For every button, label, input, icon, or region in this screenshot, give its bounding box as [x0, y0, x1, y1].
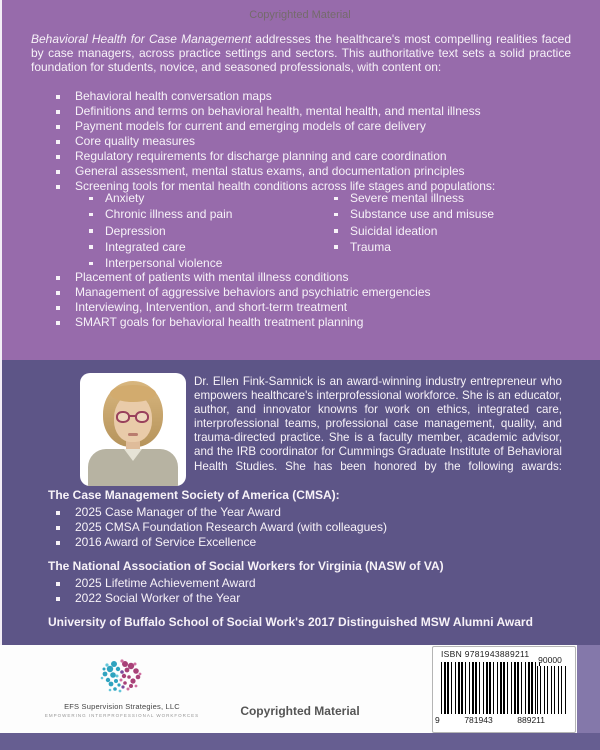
book-title-italic: Behavioral Health for Case Management: [31, 32, 252, 46]
award-item: [55, 576, 568, 591]
award-item: [55, 520, 568, 535]
awards-section: [48, 488, 568, 629]
barcode-digit-group: 781943: [464, 715, 493, 725]
bullet-text: Payment models for current and emerging models of care delivery: [75, 119, 426, 133]
bullet-square-icon: [89, 197, 93, 201]
bullet-square-icon: [56, 170, 60, 174]
bullet-text: SMART goals for behavioral health treatment planning: [75, 315, 364, 329]
publisher-tagline: EMPOWERING INTERPROFESSIONAL WORKFORCES: [44, 712, 200, 718]
bullet-square-icon: [56, 276, 60, 280]
bullet-square-icon: [56, 582, 60, 586]
bullet-item: [55, 270, 565, 285]
bullet-square-icon: [56, 125, 60, 129]
award-list-cmsa: [55, 505, 568, 550]
award-item: [55, 505, 568, 520]
sub-bullet-text: Suicidal ideation: [350, 223, 438, 238]
award-text: 2025 Case Manager of the Year Award: [75, 505, 281, 519]
award-list-nasw: [55, 576, 568, 606]
sub-bullet-text: Trauma: [350, 239, 391, 254]
bullet-text: Screening tools for mental health conditions across life stages and populations:: [75, 179, 496, 193]
content-bullet-list-2: [55, 270, 565, 330]
award-group-heading-cmsa: The Case Management Society of America (CMSA):: [48, 488, 340, 502]
cover-bottom-band: [0, 733, 600, 750]
sub-bullet-item: [88, 206, 323, 222]
bullet-square-icon: [56, 110, 60, 114]
isbn-label: ISBN 9781943889211: [441, 649, 530, 659]
cover-right-bleed: [577, 645, 600, 733]
bullet-square-icon: [89, 245, 93, 249]
bullet-square-icon: [56, 140, 60, 144]
bullet-square-icon: [56, 95, 60, 99]
copyright-notice-top: Copyrighted Material: [249, 9, 351, 21]
bullet-square-icon: [89, 229, 93, 233]
sub-bullet-text: Interpersonal violence: [105, 256, 223, 271]
bullet-square-icon: [334, 245, 338, 249]
sub-bullet-text: Chronic illness and pain: [105, 207, 233, 222]
intro-paragraph: [31, 33, 571, 75]
bullet-square-icon: [334, 213, 338, 217]
screening-sublist-right: [333, 190, 568, 255]
bullet-square-icon: [89, 213, 93, 217]
glasses-left-lens: [116, 411, 130, 423]
sub-bullet-item: [88, 190, 323, 206]
bullet-text: Definitions and terms on behavioral health, mental health, and mental illness: [75, 104, 481, 118]
final-award-line: University of Buffalo School of Social Work's 2017 Distinguished MSW Alumni Award: [48, 615, 533, 629]
author-bangs: [110, 385, 156, 402]
sub-bullet-text: Depression: [105, 223, 166, 238]
bullet-square-icon: [334, 229, 338, 233]
sub-bullet-text: Substance use and misuse: [350, 207, 495, 222]
award-text: 2025 Lifetime Achievement Award: [75, 576, 256, 590]
author-photo: [80, 373, 186, 486]
sub-bullet-item: [333, 206, 568, 222]
bullet-square-icon: [56, 291, 60, 295]
bullet-text: Placement of patients with mental illness conditions: [75, 270, 349, 284]
award-text: 2016 Award of Service Excellence: [75, 535, 257, 549]
glasses-bridge: [129, 415, 136, 417]
award-text: 2025 CMSA Foundation Research Award (with colleagues): [75, 520, 387, 534]
bullet-item: [55, 89, 565, 104]
bullet-text: Behavioral health conversation maps: [75, 89, 272, 103]
sub-bullet-text: Anxiety: [105, 191, 145, 205]
sub-bullet-item: [333, 239, 568, 255]
bullet-square-icon: [56, 185, 60, 189]
copyright-notice-bottom: Copyrighted Material: [240, 704, 360, 718]
sub-bullet-text: Integrated care: [105, 239, 186, 254]
bullet-item: [55, 285, 565, 300]
bullet-item: [55, 134, 565, 149]
author-mouth: [128, 433, 138, 436]
bullet-item: [55, 104, 565, 119]
bullet-text: Interviewing, Intervention, and short-term treatment: [75, 300, 348, 314]
award-item: [55, 535, 568, 550]
barcode-digit-group: 889211: [517, 715, 545, 725]
award-text: 2022 Social Worker of the Year: [75, 591, 241, 605]
sub-bullet-item: [333, 190, 568, 206]
award-group-heading-nasw: The National Association of Social Workers for Virginia (NASW of VA): [48, 559, 444, 573]
bullet-item: [55, 315, 565, 330]
bullet-text: Core quality measures: [75, 134, 196, 148]
bullet-item: [55, 300, 565, 315]
bullet-item: [55, 149, 565, 164]
sub-bullet-text: Severe mental illness: [350, 191, 465, 205]
bullet-square-icon: [334, 197, 338, 201]
glasses-right-lens: [135, 411, 149, 423]
bullet-item: [55, 119, 565, 134]
intro-text: addresses the healthcare's most compelling realities faced by case managers, across practice settings and sectors. This authoritative text sets a solid practice foundation for students, novice, and seasoned professionals, with content on:: [31, 32, 571, 74]
bullet-text: Management of aggressive behaviors and psychiatric emergencies: [75, 285, 431, 299]
sub-bullet-item: [88, 239, 323, 255]
bullet-square-icon: [56, 321, 60, 325]
bullet-text: General assessment, mental status exams, and documentation principles: [75, 164, 465, 178]
bullet-item: [55, 164, 565, 179]
cover-left-edge: [0, 0, 2, 645]
bullet-square-icon: [56, 306, 60, 310]
bullet-text: Regulatory requirements for discharge planning and care coordination: [75, 149, 447, 163]
author-bio: Dr. Ellen Fink-Samnick is an award-winning industry entrepreneur who empowers healthcare's interprofessional workforce. She is an educator, author, and innovator knowns for work on ethics, integrated care, interprofessional teams, professional case management, quality, and trauma-directed practice. She is a faculty member, academic advisor, and the IRB coordinator for Cummings Graduate Institute of Behavioral Health Studies. She has been honored by the following awards:: [194, 375, 562, 473]
content-bullet-list: [55, 89, 565, 194]
sub-bullet-item: [333, 223, 568, 239]
screening-sublist-left: [88, 190, 323, 271]
award-item: [55, 591, 568, 606]
bullet-square-icon: [89, 262, 93, 266]
bullet-square-icon: [56, 155, 60, 159]
barcode-price-code: 90000: [538, 655, 562, 665]
bullet-square-icon: [56, 541, 60, 545]
bullet-square-icon: [56, 597, 60, 601]
barcode-box: [432, 646, 576, 733]
bullet-square-icon: [56, 526, 60, 530]
barcode-digit-group: 9: [435, 715, 440, 725]
publisher-name: EFS Supervision Strategies, LLC: [64, 702, 180, 711]
brain-dots-logo-icon: [98, 656, 146, 696]
sub-bullet-item: [88, 223, 323, 239]
bullet-square-icon: [56, 511, 60, 515]
